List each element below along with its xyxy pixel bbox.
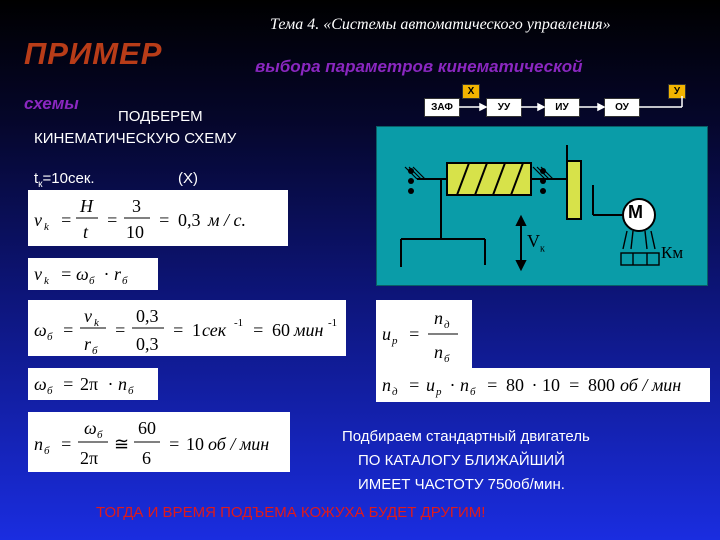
f7-u: u <box>426 375 435 395</box>
f7-v1: 80 <box>506 375 524 395</box>
formula-gear-ratio-svg <box>376 300 472 372</box>
velocity-subscript: к <box>540 243 545 255</box>
velocity-symbol: V <box>527 231 540 251</box>
svg-text:=: = <box>60 210 73 230</box>
f7-result: 800 <box>588 375 615 395</box>
f2-r-sub: б <box>122 275 128 287</box>
gear-label: Км <box>661 243 684 262</box>
formula-omega-r-svg <box>28 258 158 290</box>
intro-line1: ПОДБЕРЕМ <box>118 108 203 125</box>
f1-num2: 3 <box>132 196 141 216</box>
f7-n: n <box>460 375 469 395</box>
f5-num1: ω <box>84 418 97 438</box>
chain-block-zaf: ЗАФ <box>424 98 460 117</box>
f4-n: n <box>118 374 127 394</box>
f1-result: 0,3 <box>178 210 201 230</box>
f2-r: r <box>114 264 122 284</box>
formula-omega-n <box>28 368 158 400</box>
formula-angular-speed-svg <box>28 300 346 356</box>
selection-line1: Подбираем стандартный двигатель <box>342 428 590 445</box>
f1-lhs-sub: k <box>44 221 49 233</box>
motor-label: М <box>628 202 643 222</box>
f7-lhs: n <box>382 375 391 395</box>
f5-den2: 6 <box>142 448 151 468</box>
formula-omega-n-svg <box>28 368 158 400</box>
f5-lhs-sub: б <box>44 445 50 457</box>
f3-num2: 0,3 <box>136 306 159 326</box>
page-subtitle-line2: схемы <box>24 94 79 113</box>
f6-den: n <box>434 342 443 362</box>
f6-num-sub: д <box>444 319 450 331</box>
f3-unit2: мин <box>294 320 324 340</box>
formula-rotation <box>28 412 290 472</box>
page-title: ПРИМЕР <box>24 36 163 71</box>
svg-text:=: = <box>408 375 421 395</box>
f3-num1-sub: k <box>94 317 99 329</box>
f7-lhs-sub: д <box>392 386 398 398</box>
svg-text:=: = <box>172 320 185 340</box>
f3-lhs: ω <box>34 320 47 340</box>
f4-lhs-sub: б <box>47 385 53 397</box>
f4-lhs: ω <box>34 374 47 394</box>
f2-omega-sub: б <box>89 275 95 287</box>
kinematic-diagram <box>376 126 708 286</box>
svg-text:=: = <box>106 210 119 230</box>
f5-num1-sub: б <box>97 429 103 441</box>
f2-omega: ω <box>76 264 89 284</box>
svg-text:=: = <box>168 434 181 454</box>
f1-den1: t <box>83 222 89 242</box>
velocity-label <box>527 231 545 255</box>
f5-unit: об / мин <box>208 434 270 454</box>
f2-lhs-sub: k <box>44 275 49 287</box>
f3-exp2: -1 <box>328 317 338 329</box>
conclusion-text: ТОГДА И ВРЕМЯ ПОДЪЕМА КОЖУХА БУДЕТ ДРУГИМ! <box>96 504 486 521</box>
f1-den2: 10 <box>126 222 144 242</box>
f1-num1: H <box>80 196 93 216</box>
f5-num2: 60 <box>138 418 156 438</box>
svg-text:=: = <box>60 434 73 454</box>
chain-tag-x: Х <box>462 84 480 99</box>
x-variable: (Х) <box>178 170 198 187</box>
formula-speed-svg <box>28 190 288 246</box>
chain-block-uu: УУ <box>486 98 522 117</box>
time-symbol: t <box>34 170 39 187</box>
formula-omega-r <box>28 258 158 290</box>
f6-den-sub: б <box>444 353 450 365</box>
chain-block-ou: ОУ <box>604 98 640 117</box>
selection-line3: ИМЕЕТ ЧАСТОТУ 750об/мин. <box>358 476 565 493</box>
f6-lhs: u <box>382 324 391 344</box>
formula-gear-ratio <box>376 300 472 372</box>
svg-text:=: = <box>114 320 127 340</box>
formula-rotation-svg <box>28 412 290 472</box>
svg-text:=: = <box>158 210 171 230</box>
selection-line2: ПО КАТАЛОГУ БЛИЖАЙШИЙ <box>358 452 565 469</box>
f7-v2: 10 <box>542 375 560 395</box>
svg-text:·: · <box>532 375 537 395</box>
svg-text:=: = <box>486 375 499 395</box>
formula-motor-speed-svg <box>376 368 710 402</box>
svg-text:=: = <box>62 374 75 394</box>
f7-u-sub: р <box>436 386 442 398</box>
svg-text:≅: ≅ <box>114 434 130 454</box>
f7-n-sub: б <box>470 386 476 398</box>
chain-block-iu: ИУ <box>544 98 580 117</box>
svg-text:·: · <box>108 374 113 394</box>
f3-unit1: сек <box>202 320 227 340</box>
f3-den1: r <box>84 334 92 354</box>
f4-coef: 2π <box>80 374 99 394</box>
topic-heading: Тема 4. «Системы автоматического управления» <box>270 16 611 33</box>
f5-lhs: n <box>34 434 43 454</box>
f3-num1: v <box>84 306 92 326</box>
f3-lhs-sub: б <box>47 331 53 343</box>
svg-text:=: = <box>408 324 421 344</box>
f1-unit: м / с. <box>208 210 246 230</box>
f7-unit: об / мин <box>620 375 682 395</box>
kinematic-scheme <box>377 127 707 285</box>
svg-text:·: · <box>104 264 109 284</box>
svg-text:=: = <box>568 375 581 395</box>
f2-lhs: v <box>34 264 42 284</box>
f5-den1: 2π <box>80 448 99 468</box>
f6-num: n <box>434 308 443 328</box>
time-given <box>34 170 95 190</box>
chain-tag-y: У <box>668 84 686 99</box>
time-subscript: к <box>38 179 43 190</box>
svg-text:=: = <box>60 264 73 284</box>
svg-text:=: = <box>62 320 75 340</box>
page-subtitle-line1: выбора параметров кинематической <box>255 57 583 76</box>
f6-lhs-sub: р <box>392 335 398 347</box>
f5-result: 10 <box>186 434 204 454</box>
f1-lhs: v <box>34 210 42 230</box>
f3-res1: 1 <box>192 320 201 340</box>
f3-den1-sub: б <box>92 345 98 356</box>
formula-angular-speed <box>28 300 346 356</box>
f3-res2: 60 <box>272 320 290 340</box>
intro-line2: КИНЕМАТИЧЕСКУЮ СХЕМУ <box>34 130 237 147</box>
formula-speed <box>28 190 288 246</box>
formula-motor-speed <box>376 368 710 402</box>
f3-exp1: -1 <box>234 317 244 329</box>
f4-n-sub: б <box>128 385 134 397</box>
svg-text:·: · <box>450 375 455 395</box>
svg-text:=: = <box>252 320 265 340</box>
time-value: =10сек. <box>42 170 95 187</box>
f3-den2: 0,3 <box>136 334 159 354</box>
chain-arrows <box>458 96 690 118</box>
